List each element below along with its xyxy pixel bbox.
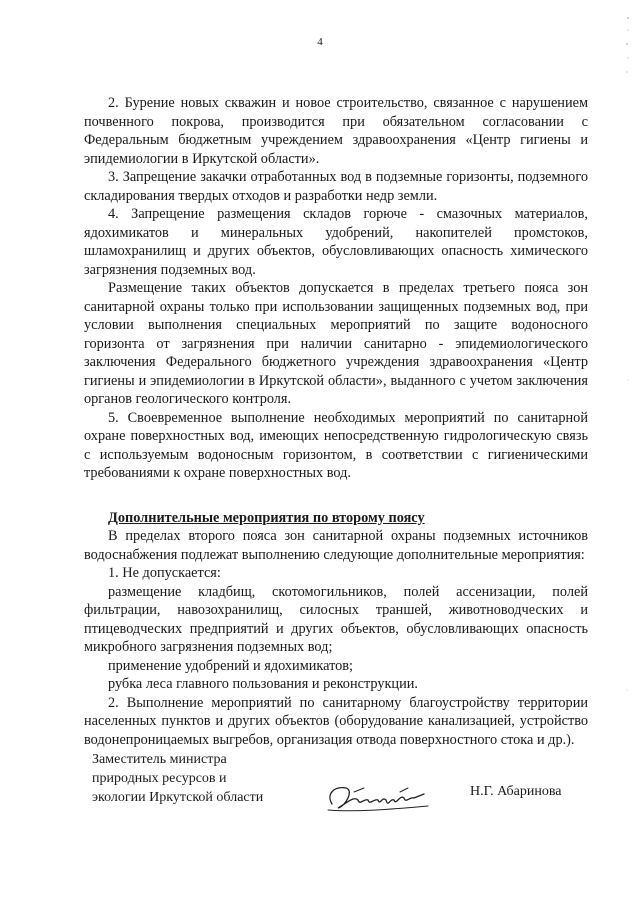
paragraph-item-2: 2. Бурение новых скважин и новое строительство, связанное с нарушением почвенного покрова, производится при обязательном согласовании с Федеральным бюджетным учреждением здравоохранения «Центр гигиены и эпидемиологии в Иркутской области».	[84, 95, 588, 167]
paragraph-placement-conditions: Размещение таких объектов допускается в пределах третьего пояса зон санитарной охраны только при использовании защищенных подземных вод, при условии выполнения специальных мероприятий по защите водоносного горизонта от загрязнения при наличии санитарно - эпидемиологического заключения Федерального бюджетного учреждения здравоохранения «Центр гигиены и эпидемиологии в Иркутской области», выданного с учетом заключения органов геологического контроля.	[84, 280, 588, 407]
signatory-title	[92, 750, 292, 807]
signatory-title-line: экологии Иркутской области	[92, 790, 264, 805]
paragraph-item-3: 3. Запрещение закачки отработанных вод в подземные горизонты, подземного складирования твердых отходов и разработки недр земли.	[84, 169, 588, 204]
signatory-title-line: Заместитель министра	[92, 752, 227, 767]
paragraph-not-allowed: 1. Не допускается:	[108, 565, 221, 581]
page-number: 4	[317, 36, 323, 48]
section-heading: Дополнительные мероприятия по второму поясу	[108, 509, 425, 526]
paragraph-item-5: 5. Своевременное выполнение необходимых мероприятий по санитарной охране поверхностных вод, имеющих непосредственную гидрологическую связь с используемым водоносным горизонтом, в соответствии с гигиеническими требованиями к охране поверхностных вод.	[84, 409, 588, 481]
paragraph-fertilizers: применение удобрений и ядохимикатов;	[108, 657, 354, 674]
section-spacer	[84, 483, 588, 509]
signatory-name: Н.Г. Абаринова	[470, 784, 562, 799]
scan-margin-marks	[622, 0, 632, 905]
signatory-title-line: природных ресурсов и	[92, 771, 227, 786]
paragraph-placement-list: размещение кладбищ, скотомогильников, полей ассенизации, полей фильтрации, навозохранилищ, силосных траншей, животноводческих и птицеводческих предприятий и других объектов, обусловливающих опасность микробного загрязнения подземных вод;	[84, 583, 588, 655]
paragraph-logging: рубка леса главного пользования и реконструкции.	[108, 676, 418, 692]
signature-block	[92, 750, 592, 820]
paragraph-item-4: 4. Запрещение размещения складов горюче - смазочных материалов, ядохимикатов и минеральных удобрений, накопителей промстоков, шламохранилищ и других объектов, обусловливающих опасность химического загрязнения подземных вод.	[84, 206, 588, 278]
paragraph-second-belt-intro: В пределах второго пояса зон санитарной охраны подземных источников водоснабжения подлежат выполнению следующие дополнительные мероприятия:	[84, 528, 588, 563]
paragraph-improvement: 2. Выполнение мероприятий по санитарному благоустройству территории населенных пунктов и других объектов (оборудование канализацией, устройство водонепроницаемых выгребов, организация отвода поверхностного стока и др.).	[84, 694, 588, 748]
document-body	[84, 94, 588, 749]
handwritten-signature	[324, 780, 434, 816]
